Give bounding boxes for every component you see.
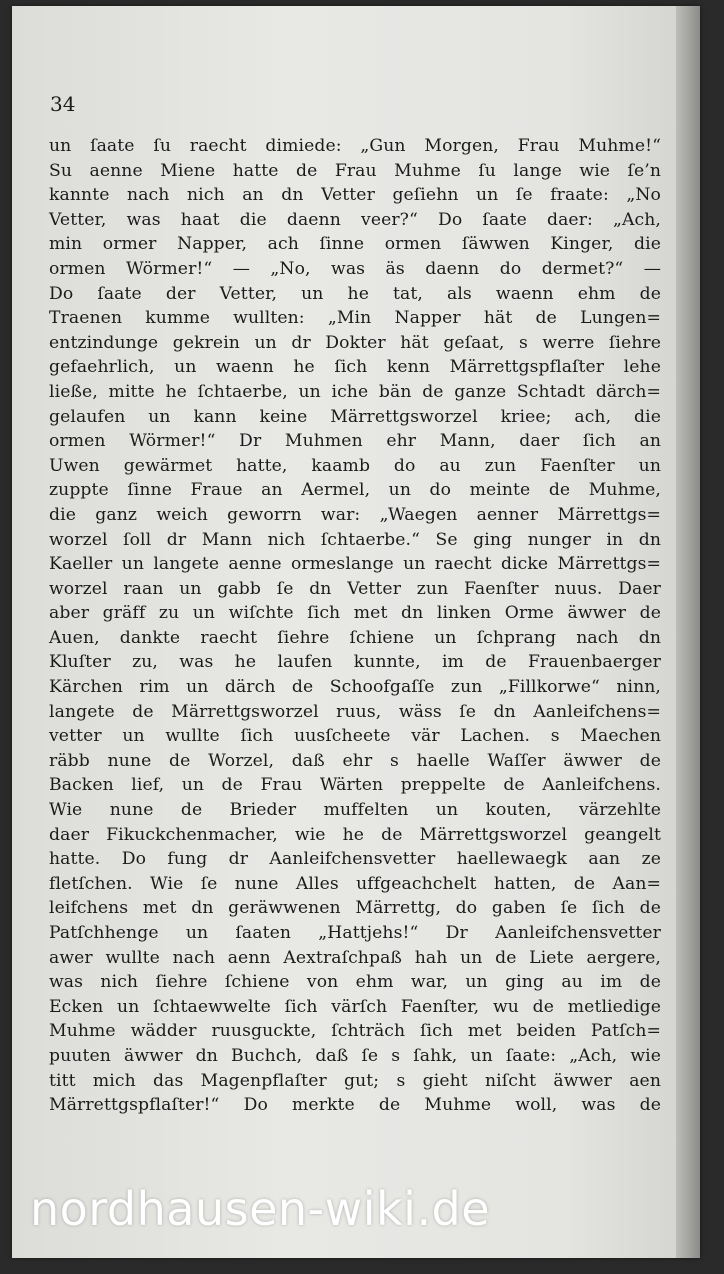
- body-text: [49, 134, 661, 1118]
- page-number: 34: [50, 92, 76, 116]
- text-line: Kärchen rim un därch de Schoofgaſſe zun „Fillkorwe“ ninn,: [49, 677, 661, 698]
- text-line: ormen Wörmer!“ — „No, was äs daenn do dermet?“ —: [49, 258, 661, 279]
- text-line: aber gräff zu un wiſchte ſich met dn linken Orme äwwer de: [49, 603, 661, 624]
- text-line: min ormer Napper, ach ſinne ormen ſäwwen Kinger, die: [49, 234, 661, 255]
- text-line: die ganz weich geworrn war: „Waegen aenner Märrettgs=: [49, 504, 661, 525]
- text-line: puuten äwwer dn Buchch, daß ſe s ſahk, un ſaate: „Ach, wie: [49, 1045, 661, 1066]
- text-line: Kluſter zu, was he laufen kunnte, im de Frauenbaerger: [49, 652, 661, 673]
- book-spine-shadow: [676, 6, 700, 1258]
- text-line: Backen lief, un de Frau Wärten preppelte de Aanleifchens.: [49, 775, 661, 796]
- text-line: entzindunge gekrein un dr Dokter hät geſaat, s werre ſiehre: [49, 332, 661, 353]
- text-line: vetter un wullte ſich uusſcheete vär Lachen. s Maechen: [49, 726, 661, 747]
- text-line: worzel raan un gabb ſe dn Vetter zun Faenſter nuus. Daer: [49, 578, 661, 599]
- text-line: Kaeller un langete aenne ormeslange un raecht dicke Märrettgs=: [49, 554, 661, 575]
- text-line: titt mich das Magenpflaſter gut; s gieht niſcht äwwer aen: [49, 1070, 661, 1091]
- text-line: leifchens met dn geräwwenen Märrettg, do gaben ſe ſich de: [49, 898, 661, 919]
- text-line: Märrettgspflaſter!“ Do merkte de Muhme woll, was de: [49, 1095, 661, 1116]
- text-line: gelaufen un kann keine Märrettgsworzel kriee; ach, die: [49, 406, 661, 427]
- text-line: langete de Märrettgsworzel ruus, wäss ſe dn Aanleifchens=: [49, 701, 661, 722]
- text-line: Ecken un ſchtaewwelte ſich värſch Faenſter, wu de metliedige: [49, 996, 661, 1017]
- text-line: Uwen gewärmet hatte, kaamb do au zun Faenſter un: [49, 455, 661, 476]
- text-line: Muhme wädder ruusguckte, ſchträch ſich met beiden Patſch=: [49, 1021, 661, 1042]
- text-line: Vetter, was haat die daenn veer?“ Do ſaate daer: „Ach,: [49, 209, 661, 230]
- text-line: un ſaate ſu raecht dimiede: „Gun Morgen, Frau Muhme!“: [49, 136, 661, 156]
- text-line: zuppte ſinne Fraue an Aermel, un do meinte de Muhme,: [49, 480, 661, 501]
- text-line: gefaehrlich, un waenn he ſich kenn Märrettgspflaſter lehe: [49, 357, 661, 378]
- book-page: [12, 6, 700, 1258]
- text-line: fletſchen. Wie ſe nune Alles uffgeachchelt hatten, de Aan=: [49, 873, 661, 894]
- text-line: Su aenne Miene hatte de Frau Muhme ſu lange wie ſe’n: [49, 160, 661, 181]
- text-line: Wie nune de Brieder muffelten un kouten, värzehlte: [49, 800, 661, 821]
- text-line: daer Fikuckchenmacher, wie he de Märrettgsworzel geangelt: [49, 824, 661, 845]
- text-line: worzel ſoll dr Mann nich ſchtaerbe.“ Se ging nunger in dn: [49, 529, 661, 550]
- text-line: kannte nach nich an dn Vetter geſiehn un ſe fraate: „No: [49, 185, 661, 206]
- text-line: Auen, dankte raecht ſiehre ſchiene un ſchprang nach dn: [49, 627, 661, 648]
- text-line: Patſchhenge un ſaaten „Hattjehs!“ Dr Aanleifchensvetter: [49, 923, 661, 943]
- text-line: awer wullte nach aenn Aextraſchpaß hah un de Liete aergere,: [49, 947, 661, 968]
- watermark: nordhausen-wiki.de: [30, 1182, 491, 1236]
- text-line: was nich ſiehre ſchiene von ehm war, un ging au im de: [49, 972, 661, 993]
- text-line: ließe, mitte he ſchtaerbe, un iche bän de ganze Schtadt därch=: [49, 381, 661, 402]
- text-line: Traenen kumme wullten: „Min Napper hät de Lungen=: [49, 308, 661, 329]
- text-line: hatte. Do fung dr Aanleifchensvetter haellewaegk aan ze: [49, 849, 661, 870]
- text-line: Do ſaate der Vetter, un he tat, als waenn ehm de: [49, 283, 661, 304]
- text-line: räbb nune de Worzel, daß ehr s haelle Waſſer äwwer de: [49, 750, 661, 771]
- text-line: ormen Wörmer!“ Dr Muhmen ehr Mann, daer ſich an: [49, 431, 661, 452]
